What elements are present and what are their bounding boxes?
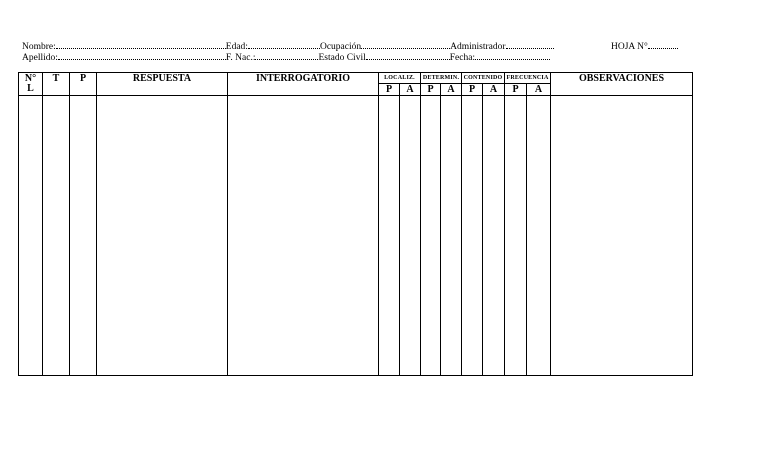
col-respuesta-header: RESPUESTA [97, 73, 228, 96]
administrador-field[interactable] [506, 40, 554, 49]
cell-determin-p[interactable] [421, 96, 441, 376]
cell-interrogatorio[interactable] [228, 96, 379, 376]
cell-contenido-p[interactable] [462, 96, 483, 376]
col-p-header: P [70, 73, 97, 96]
header-line-2 [22, 51, 550, 64]
col-frecuencia-header: FRECUENCIA [505, 73, 551, 84]
frecuencia-p: P [505, 84, 527, 96]
response-form-table [18, 72, 693, 376]
cell-observaciones[interactable] [551, 96, 693, 376]
col-t-header: T [43, 73, 70, 96]
cell-frecuencia-p[interactable] [505, 96, 527, 376]
col-nl-header [19, 73, 43, 96]
col-contenido-header: CONTENIDO [462, 73, 505, 84]
frecuencia-a: A [527, 84, 551, 96]
administrador-label: Administrador [450, 42, 506, 52]
col-interrogatorio-header: INTERROGATORIO [228, 73, 379, 96]
localiz-a: A [400, 84, 421, 96]
f-nac-label: F. Nac.: [225, 53, 256, 63]
nombre-field[interactable] [56, 40, 226, 49]
ocupacion-field[interactable] [361, 40, 450, 49]
cell-localiz-a[interactable] [400, 96, 421, 376]
cell-contenido-a[interactable] [483, 96, 505, 376]
estado-civil-label: Estado Civil [318, 53, 366, 63]
col-nl-line1: N° [24, 73, 37, 84]
hoja-label: HOJA N° [611, 42, 648, 52]
edad-label: Edad: [225, 42, 248, 52]
col-localiz-header: LOCALIZ. [379, 73, 421, 84]
col-determin-header: DETERMIN. [421, 73, 462, 84]
hoja-number [611, 40, 678, 52]
contenido-a: A [483, 84, 505, 96]
localiz-p: P [379, 84, 400, 96]
fecha-label: Fecha: [449, 53, 476, 63]
apellido-field[interactable] [58, 51, 226, 60]
nombre-label: Nombre: [22, 42, 56, 52]
col-nl-line2: L [27, 83, 34, 94]
cell-localiz-p[interactable] [379, 96, 400, 376]
edad-field[interactable] [248, 40, 320, 49]
hoja-field[interactable] [648, 40, 678, 49]
ocupacion-label: Ocupación [319, 42, 362, 52]
cell-nl[interactable] [19, 96, 43, 376]
f-nac-field[interactable] [255, 51, 318, 60]
cell-p[interactable] [70, 96, 97, 376]
table-body-row [19, 96, 693, 376]
estado-civil-field[interactable] [366, 51, 450, 60]
determin-a: A [441, 84, 462, 96]
apellido-label: Apellido: [22, 53, 58, 63]
contenido-p: P [462, 84, 483, 96]
col-observaciones-header: OBSERVACIONES [551, 73, 693, 96]
determin-p: P [421, 84, 441, 96]
cell-frecuencia-a[interactable] [527, 96, 551, 376]
fecha-field[interactable] [475, 51, 550, 60]
cell-respuesta[interactable] [97, 96, 228, 376]
cell-t[interactable] [43, 96, 70, 376]
cell-determin-a[interactable] [441, 96, 462, 376]
